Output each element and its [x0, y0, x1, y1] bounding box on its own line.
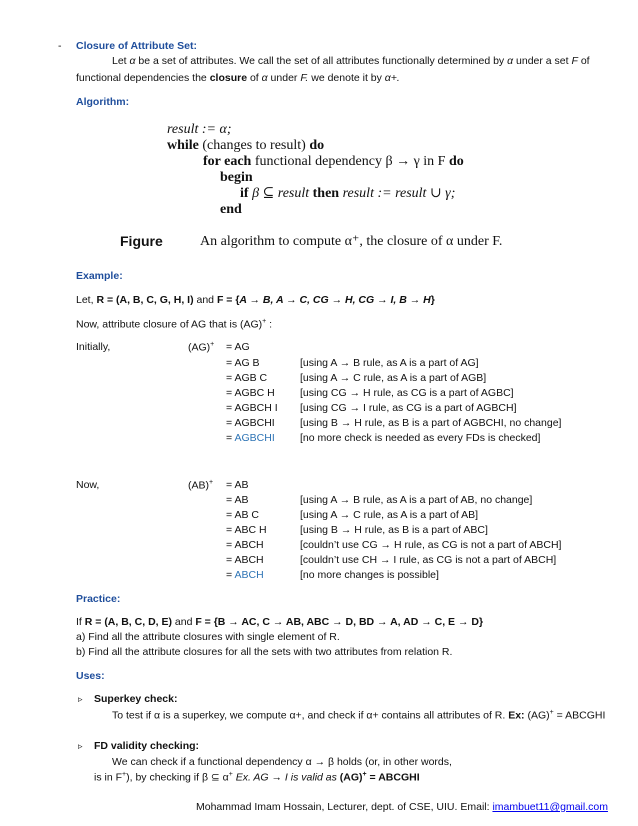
fd-title: FD validity checking: — [94, 740, 200, 752]
block2-value-5: = ABCH — [226, 539, 264, 551]
block1-note-2: [using A → B rule, as A is a part of AG] — [300, 357, 479, 369]
block2-final: = ABCH — [226, 569, 264, 581]
block2-note-3: [using A → C rule, as A is a part of AB] — [300, 509, 479, 521]
block1-note-3: [using A → C rule, as A is a part of AGB] — [300, 372, 487, 384]
block2-value-4: = ABC H — [226, 524, 267, 536]
practice-item-b: b) Find all the attribute closures for all the sets with two attributes from relation R. — [76, 646, 453, 658]
algo-line-5: if β ⊆ result then result := result ∪ γ; — [240, 186, 456, 201]
block1-value-3: = AGB C — [226, 372, 268, 384]
block2-expr: (AB)+ — [188, 479, 214, 492]
block1-final-note: [no more check is needed as every FDs is checked] — [300, 432, 541, 444]
section-title: Closure of Attribute Set: — [76, 40, 197, 52]
example-now-ag: Now, attribute closure of AG that is (AG)+ : — [76, 318, 273, 331]
fd-line-1: We can check if a functional dependency α → β holds (or, in other words, — [112, 756, 452, 768]
block2-value-2: = AB — [226, 494, 249, 506]
triangle-bullet-icon: ▹ — [78, 741, 83, 751]
email-link[interactable]: imambuet11@gmail.com — [492, 801, 608, 813]
algorithm-heading: Algorithm: — [76, 96, 130, 108]
intro-line-2: functional dependencies the closure of α under F. we denote it by α+. — [76, 72, 400, 84]
practice-relation: If R = (A, B, C, D, E) and F = {B → AC, C → AB, ABC → D, BD → A, AD → C, E → D} — [76, 616, 484, 628]
block2-value-1: = AB — [226, 479, 249, 491]
block1-label: Initially, — [76, 341, 111, 353]
triangle-bullet-icon: ▹ — [78, 694, 83, 704]
algo-line-3: for each functional dependency β → γ in F do — [203, 154, 464, 169]
block2-value-3: = AB C — [226, 509, 259, 521]
practice-heading: Practice: — [76, 593, 121, 605]
block1-note-4: [using CG → H rule, as CG is a part of AGBC] — [300, 387, 514, 399]
block2-final-note: [no more changes is possible] — [300, 569, 439, 581]
block1-value-4: = AGBC H — [226, 387, 275, 399]
example-heading: Example: — [76, 270, 123, 282]
algo-line-4: begin — [220, 170, 253, 185]
algo-line-1: result := α; — [167, 122, 232, 137]
block1-value-1: = AG — [226, 341, 250, 353]
practice-item-a: a) Find all the attribute closures with single element of R. — [76, 631, 340, 643]
block2-note-4: [using B → H rule, as B is a part of ABC] — [300, 524, 488, 536]
block1-note-5: [using CG → I rule, as CG is a part of AGBCH] — [300, 402, 517, 414]
fd-line-2: is in F+), by checking if β ⊆ α+ Ex. AG → I is valid as (AG)+ = ABCGHI — [94, 771, 420, 784]
block2-note-2: [using A → B rule, as A is a part of AB, no change] — [300, 494, 533, 506]
intro-line-1: Let α be a set of attributes. We call the set of all attributes functionally determined by α under a set F of — [112, 55, 590, 67]
algo-line-6: end — [220, 202, 242, 217]
block1-note-6: [using B → H rule, as B is a part of AGBCHI, no change] — [300, 417, 562, 429]
algo-line-2: while (changes to result) do — [167, 138, 325, 153]
figure-label: Figure — [120, 233, 163, 249]
figure-caption: An algorithm to compute α⁺, the closure of α under F. — [200, 234, 503, 249]
footer: Mohammad Imam Hossain, Lecturer, dept. of CSE, UIU. Email: imambuet11@gmail.com — [196, 801, 608, 813]
block1-value-5: = AGBCH I — [226, 402, 278, 414]
block1-final: = AGBCHI — [226, 432, 275, 444]
superkey-title: Superkey check: — [94, 693, 178, 705]
example-relation: Let, R = (A, B, C, G, H, I) and F = {A → B, A → C, CG → H, CG → I, B → H} — [76, 294, 435, 306]
block1-value-2: = AG B — [226, 357, 260, 369]
superkey-text: To test if α is a superkey, we compute α+, and check if α+ contains all attributes of R. Ex: (AG)+ = ABCGHI — [112, 709, 606, 722]
block2-note-5: [couldn’t use CG → H rule, as CG is not a part of ABCH] — [300, 539, 562, 551]
block2-label: Now, — [76, 479, 100, 491]
block2-value-6: = ABCH — [226, 554, 264, 566]
block1-value-6: = AGBCHI — [226, 417, 275, 429]
uses-heading: Uses: — [76, 670, 105, 682]
block2-note-6: [couldn’t use CH → I rule, as CG is not a part of ABCH] — [300, 554, 557, 566]
bullet-dash: - — [58, 40, 62, 52]
block1-expr: (AG)+ — [188, 341, 215, 354]
